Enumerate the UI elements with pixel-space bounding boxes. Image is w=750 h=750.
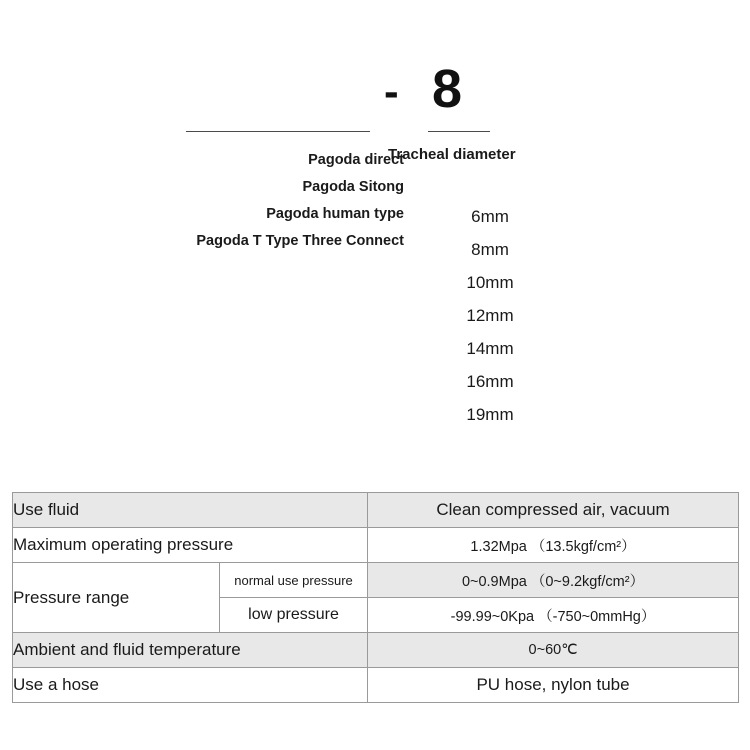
row-value: Clean compressed air, vacuum bbox=[368, 493, 739, 528]
list-item: Pagoda direct bbox=[308, 152, 404, 168]
table-row bbox=[13, 528, 739, 563]
table-row bbox=[13, 668, 739, 703]
left-rule-divider bbox=[186, 131, 370, 132]
row-value: PU hose, nylon tube bbox=[368, 668, 739, 703]
sub-row-label: low pressure bbox=[220, 598, 368, 633]
list-item: 14mm bbox=[466, 339, 514, 358]
table-row bbox=[13, 563, 739, 598]
list-item: 16mm bbox=[466, 372, 514, 391]
row-value: 0~60℃ bbox=[368, 633, 739, 668]
list-item: 8mm bbox=[471, 240, 509, 259]
sub-row-value: 0~0.9Mpa （0~9.2kgf/cm²） bbox=[368, 563, 739, 598]
list-item: Pagoda human type bbox=[266, 206, 404, 222]
code-dash: - bbox=[384, 67, 401, 116]
row-label: Pressure range bbox=[13, 563, 220, 633]
right-rule-divider bbox=[428, 131, 490, 132]
list-item: 10mm bbox=[466, 273, 514, 292]
list-item: 6mm bbox=[471, 207, 509, 226]
tracheal-diameter-caption: Tracheal diameter bbox=[388, 146, 516, 163]
sub-row-value: -99.99~0Kpa （-750~0mmHg） bbox=[368, 598, 739, 633]
list-item: 19mm bbox=[466, 405, 514, 424]
code-number: 8 bbox=[432, 59, 465, 119]
row-label: Maximum operating pressure bbox=[13, 528, 368, 563]
row-value: 1.32Mpa （13.5kgf/cm²） bbox=[368, 528, 739, 563]
specification-table bbox=[12, 492, 739, 703]
product-type-list bbox=[0, 147, 404, 255]
row-label: Use a hose bbox=[13, 668, 368, 703]
diameter-list bbox=[410, 200, 570, 431]
list-item: Pagoda T Type Three Connect bbox=[196, 233, 404, 249]
table-row bbox=[13, 633, 739, 668]
list-item: Pagoda Sitong bbox=[302, 179, 404, 195]
table-row bbox=[13, 493, 739, 528]
row-label: Use fluid bbox=[13, 493, 368, 528]
sub-row-label: normal use pressure bbox=[220, 563, 368, 598]
row-label: Ambient and fluid temperature bbox=[13, 633, 368, 668]
list-item: 12mm bbox=[466, 306, 514, 325]
